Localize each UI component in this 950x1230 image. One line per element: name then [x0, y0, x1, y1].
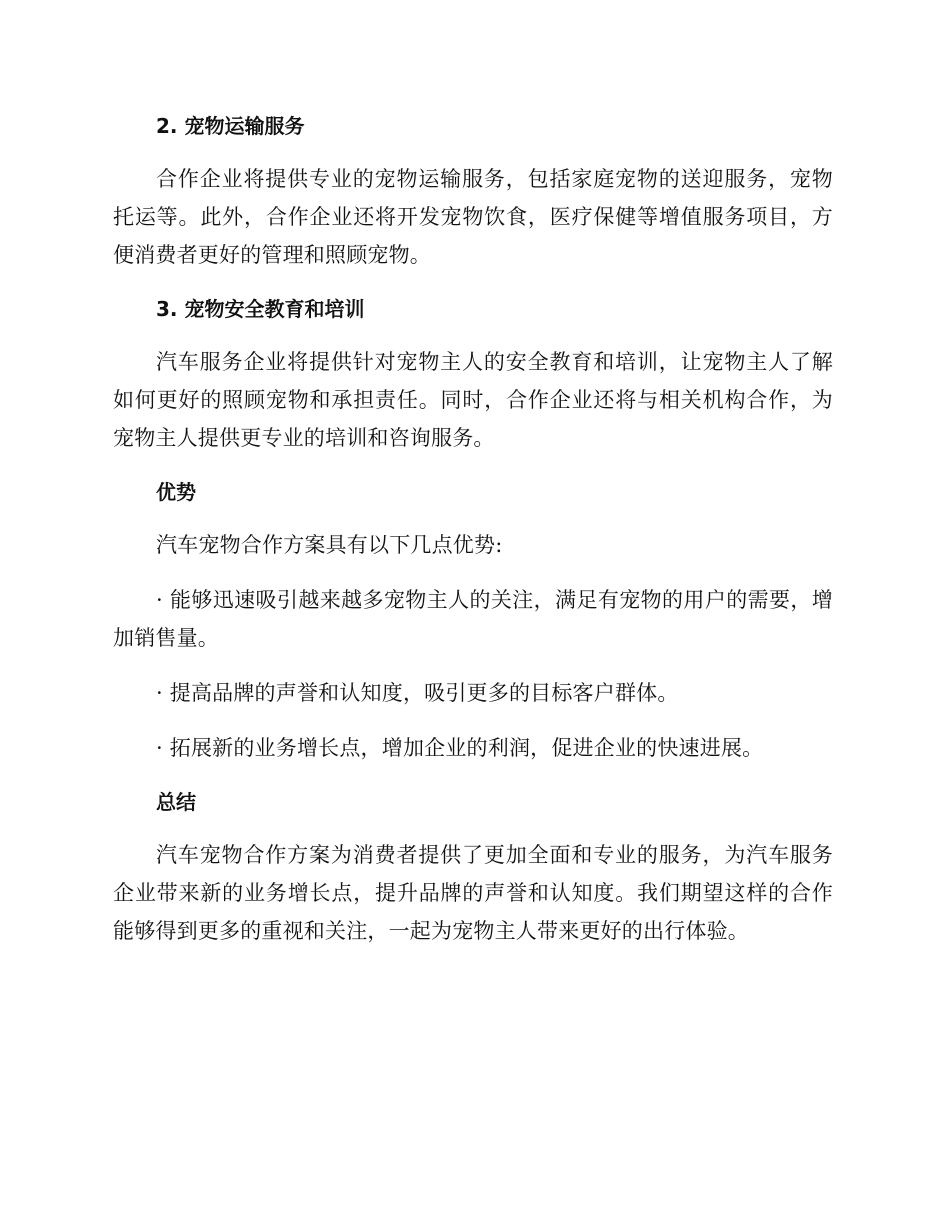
section-heading-advantages: 优势: [156, 480, 196, 504]
section-body-summary: 汽车宠物合作方案为消费者提供了更加全面和专业的服务，为汽车服务企业带来新的业务增长点，提升品牌的声誉和认知度。我们期望这样的合作能够得到更多的重视和关注，一起为宠物主人带来更好的出行体验。: [113, 843, 833, 943]
section-body-education: 汽车服务企业将提供针对宠物主人的安全教育和培训，让宠物主人了解如何更好的照顾宠物和承担责任。同时，合作企业还将与相关机构合作，为宠物主人提供更专业的培训和咨询服务。: [113, 350, 833, 450]
advantage-bullet-2: · 提高品牌的声誉和认知度，吸引更多的目标客户群体。: [156, 681, 679, 705]
section-heading-summary: 总结: [156, 790, 196, 814]
section-body-transport: 合作企业将提供专业的宠物运输服务，包括家庭宠物的送迎服务，宠物托运等。此外，合作企业还将开发宠物饮食，医疗保健等增值服务项目，方便消费者更好的管理和照顾宠物。: [113, 167, 833, 267]
section-heading-education: 3. 宠物安全教育和培训: [156, 297, 365, 321]
section-heading-transport: 2. 宠物运输服务: [156, 114, 305, 138]
advantage-bullet-3: · 拓展新的业务增长点，增加企业的利润，促进企业的快速进展。: [156, 736, 764, 760]
document-page: [113, 108, 833, 950]
advantages-intro: 汽车宠物合作方案具有以下几点优势:: [156, 533, 503, 557]
advantage-bullet-1: · 能够迅速吸引越来越多宠物主人的关注，满足有宠物的用户的需要，增加销售量。: [113, 588, 833, 650]
